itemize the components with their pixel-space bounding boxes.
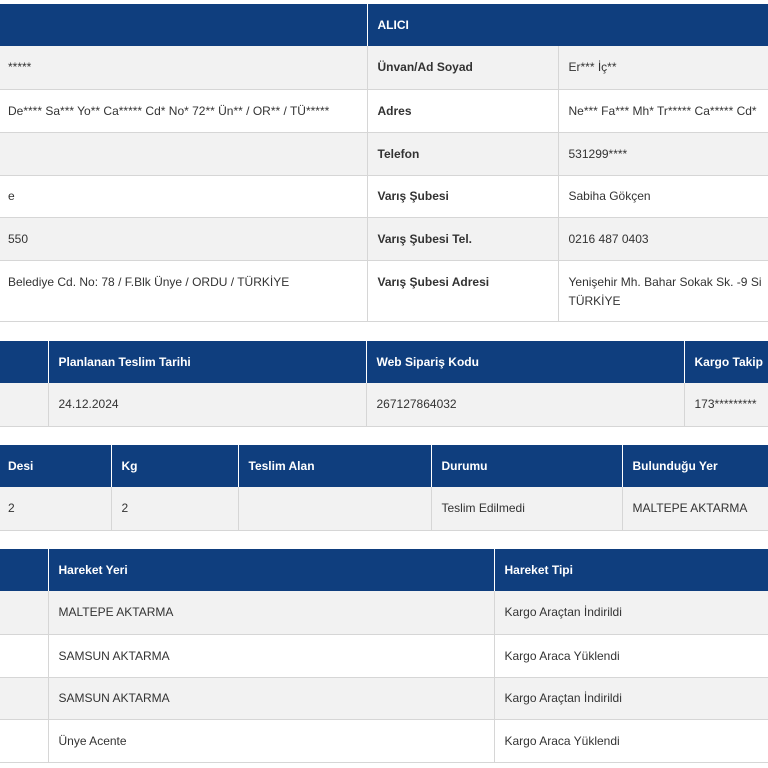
receiver-address-line-1: Yenişehir Mh. Bahar Sokak Sk. -9 Si [568,274,762,289]
sender-header-cell [0,4,367,46]
sender-value: 550 [0,217,367,260]
movement-place: Ünye Acente [48,719,494,762]
order-header-cell: Kargo Takip [684,341,768,383]
shipment-header-cell: Desi [0,445,111,487]
receiver-value: 531299**** [558,132,768,175]
sender-value: e [0,175,367,217]
shipment-header-cell: Durumu [431,445,622,487]
sender-value: De**** Sa*** Yo** Ca***** Cd* No* 72** Ün** / OR** / TÜ***** [0,89,367,132]
table-row [0,487,768,530]
table-row [0,677,768,719]
receiver-label: Varış Şubesi [367,175,558,217]
movement-header-cell [0,549,48,591]
receiver-label: Telefon [367,132,558,175]
movement-header-cell: Hareket Tipi [494,549,768,591]
receiver-header: ALICI [367,4,768,46]
movement-type: Kargo Araçtan İndirildi [494,677,768,719]
table-row [0,46,768,89]
shipment-cell: Teslim Edilmedi [431,487,622,530]
shipment-header-row [0,445,768,487]
movement-type: Kargo Araçtan İndirildi [494,591,768,634]
order-header-cell: Web Sipariş Kodu [366,341,684,383]
shipment-header-cell: Bulunduğu Yer [622,445,768,487]
receiver-value [558,260,768,321]
shipment-cell: MALTEPE AKTARMA [622,487,768,530]
receiver-value: Er*** İç** [558,46,768,89]
movement-place: MALTEPE AKTARMA [48,591,494,634]
movement-date-cell [0,677,48,719]
shipment-cell: 2 [111,487,238,530]
table-row [0,634,768,677]
shipment-cell [238,487,431,530]
table-row [0,591,768,634]
movement-type: Kargo Araca Yüklendi [494,719,768,762]
order-cell: 24.12.2024 [48,383,366,426]
receiver-header-row [0,4,768,46]
receiver-label: Varış Şubesi Adresi [367,260,558,321]
order-header-cell [0,341,48,383]
movement-date-cell [0,719,48,762]
receiver-info-table [0,4,768,322]
order-cell: 267127864032 [366,383,684,426]
receiver-value: 0216 487 0403 [558,217,768,260]
receiver-label: Adres [367,89,558,132]
receiver-label: Varış Şubesi Tel. [367,217,558,260]
table-row [0,132,768,175]
receiver-value: Sabiha Gökçen [558,175,768,217]
sender-value: Belediye Cd. No: 78 / F.Blk Ünye / ORDU / TÜRKİYE [0,260,367,321]
table-row [0,260,768,321]
order-cell [0,383,48,426]
shipment-info-table [0,445,768,531]
movement-date-cell [0,591,48,634]
shipment-header-cell: Teslim Alan [238,445,431,487]
receiver-label: Ünvan/Ad Soyad [367,46,558,89]
table-row [0,89,768,132]
movement-date-cell [0,634,48,677]
receiver-value: Ne*** Fa*** Mh* Tr***** Ca***** Cd* [558,89,768,132]
table-row [0,175,768,217]
movement-history-table [0,549,768,763]
order-header-row [0,341,768,383]
order-header-cell: Planlanan Teslim Tarihi [48,341,366,383]
shipment-cell: 2 [0,487,111,530]
table-row [0,719,768,762]
table-row [0,217,768,260]
movement-place: SAMSUN AKTARMA [48,634,494,677]
movement-place: SAMSUN AKTARMA [48,677,494,719]
sender-value: ***** [0,46,367,89]
shipment-header-cell: Kg [111,445,238,487]
table-row [0,383,768,426]
order-cell: 173********* [684,383,768,426]
movement-header-cell: Hareket Yeri [48,549,494,591]
movement-type: Kargo Araca Yüklendi [494,634,768,677]
receiver-address-line-2: TÜRKİYE [568,293,621,308]
sender-value [0,132,367,175]
order-info-table [0,341,768,427]
movement-header-row [0,549,768,591]
